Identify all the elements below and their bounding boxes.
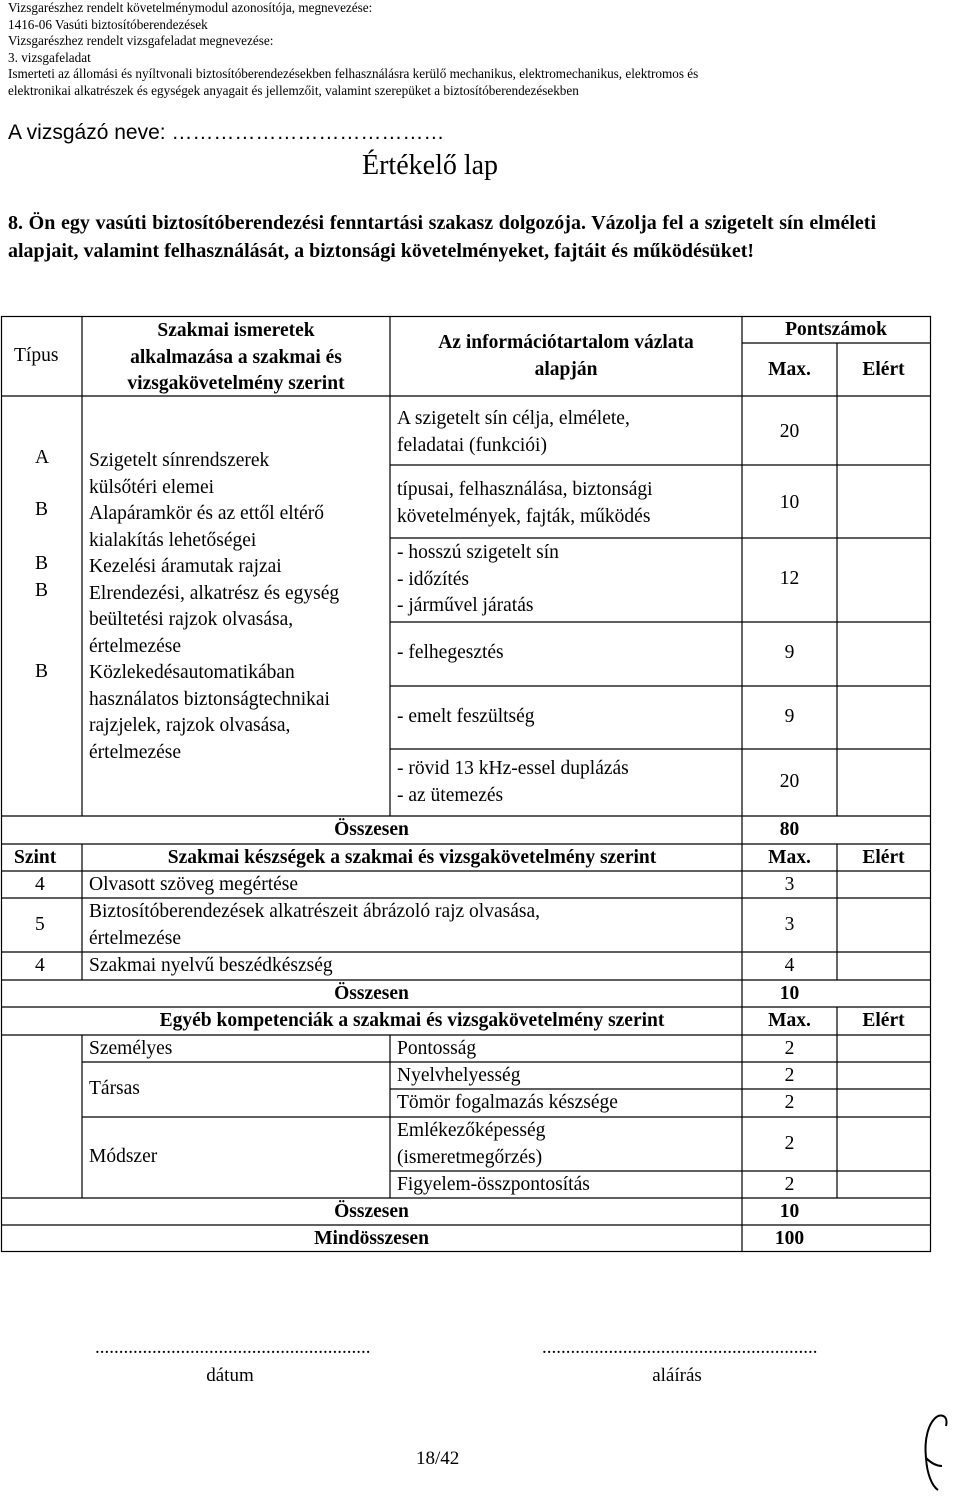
- total-value: 10: [779, 983, 800, 1004]
- competency-line: Emlékezőképesség: [397, 1120, 546, 1141]
- skill-max: 3: [784, 914, 795, 935]
- info-max: 9: [784, 706, 795, 727]
- competency-item: Nyelvhelyesség: [397, 1065, 521, 1086]
- info-line: feladatai (funkciói): [397, 434, 547, 456]
- skill-label: Olvasott szöveg megértése: [89, 874, 299, 895]
- info-max: 10: [779, 492, 800, 513]
- competency-item: [397, 1118, 545, 1171]
- skill-level: 4: [35, 955, 45, 976]
- info-line: - hosszú szigetelt sín: [397, 542, 559, 563]
- competency-line: (ismeretmegőrzés): [397, 1146, 543, 1168]
- info-line: típusai, felhasználása, biztonsági: [397, 479, 653, 500]
- date-dots: ..........................................................: [95, 1337, 371, 1358]
- knowledge-line: Közlekedésautomatikában: [89, 662, 295, 683]
- date-signature-block: [95, 1337, 371, 1387]
- signature-dots: ..........................................................: [542, 1337, 818, 1358]
- task-text: 8. Ön egy vasúti biztosítóberendezési fenntartási szakasz dolgozója. Vázolja fel a szigetelt sín elméleti alapjait, valamint felhasználását, a biztonsági követelményeket, fajtáit és működésüket!: [8, 212, 876, 262]
- skill-label: Szakmai nyelvű beszédkészség: [89, 955, 333, 976]
- type-cell: B: [35, 580, 49, 601]
- knowledge-list: [89, 448, 339, 766]
- knowledge-line: Szigetelt sínrendszerek: [89, 450, 270, 471]
- col-header-info-line: alapján: [534, 358, 598, 380]
- type-cell: B: [35, 553, 49, 574]
- col-header-info-line: Az információtartalom vázlata: [438, 332, 694, 353]
- header-line: Ismerteti az állomási és nyíltvonali biztosítóberendezésekben felhasználásra kerülő mechanikus, elektromechanikus, elektromos és: [8, 66, 699, 82]
- info-row: [397, 704, 535, 731]
- header-line: elektronikai alkatrészek és egységek anyagait és jellemzőit, valamint szerepüket a biztosítóberendezésekben: [8, 82, 579, 98]
- skill-max: 3: [784, 874, 795, 895]
- total-value: 10: [779, 1201, 800, 1222]
- competency-header: Egyéb kompetenciák a szakmai és vizsgakövetelmény szerint: [159, 1010, 665, 1031]
- competency-max: 2: [784, 1065, 795, 1086]
- col-header-info: [396, 330, 736, 383]
- knowledge-line: értelmezése: [89, 741, 182, 763]
- info-line: - időzítés: [397, 568, 470, 590]
- skill-label: [89, 899, 540, 952]
- handwritten-signature: [918, 1412, 958, 1494]
- skill-level: 5: [35, 914, 45, 935]
- info-line: - felhegesztés: [397, 642, 504, 663]
- competency-group: Módszer: [89, 1146, 158, 1167]
- competency-max: 2: [784, 1133, 795, 1154]
- competency-header-max: Max.: [768, 1010, 811, 1031]
- info-row: [397, 640, 504, 667]
- competency-group: Személyes: [89, 1038, 173, 1059]
- type-cell: B: [35, 499, 49, 520]
- type-cell: B: [35, 661, 49, 682]
- col-header-max: Max.: [768, 359, 811, 380]
- signature-label: aláírás: [652, 1365, 702, 1386]
- skill-line: értelmezése: [89, 927, 182, 949]
- col-header-knowledge-line: vizsgakövetelmény szerint: [127, 373, 345, 394]
- col-header-points: Pontszámok: [785, 319, 887, 340]
- skills-header-achieved: Elért: [862, 847, 905, 868]
- total-value: 80: [779, 819, 800, 840]
- skill-max: 4: [784, 955, 795, 976]
- info-row: [397, 477, 653, 530]
- page-header: [8, 0, 698, 100]
- header-line: 3. vizsgafeladat: [8, 49, 91, 65]
- total-label: Összesen: [334, 819, 409, 840]
- type-cell: A: [35, 447, 50, 468]
- info-max: 20: [779, 421, 800, 442]
- total-label: Összesen: [334, 1201, 409, 1222]
- competency-group: Társas: [89, 1078, 140, 1099]
- header-line: Vizsgarészhez rendelt követelménymodul azonosítója, megnevezése:: [8, 0, 373, 15]
- competency-item: Figyelem-összpontosítás: [397, 1174, 590, 1195]
- candidate-name-line: A vizsgázó neve: …………………………………: [8, 121, 445, 144]
- info-row: [397, 406, 630, 459]
- info-line: A szigetelt sín célja, elmélete,: [397, 408, 630, 429]
- info-line: - rövid 13 kHz-essel duplázás: [397, 758, 629, 779]
- info-max: 20: [779, 771, 800, 792]
- info-row: [397, 756, 629, 809]
- signature-block: [542, 1337, 818, 1387]
- grand-total-label: Mindösszesen: [314, 1228, 429, 1249]
- skills-header-level: Szint: [14, 847, 57, 868]
- knowledge-line: beültetési rajzok olvasása,: [89, 609, 294, 630]
- knowledge-line: Alapáramkör és az ettől eltérő: [89, 503, 324, 524]
- knowledge-line: kialakítás lehetőségei: [89, 529, 257, 551]
- skills-header: Szakmai készségek a szakmai és vizsgakövetelmény szerint: [167, 847, 657, 868]
- competency-header-achieved: Elért: [862, 1010, 905, 1031]
- info-line: - az ütemezés: [397, 784, 504, 806]
- info-max: 12: [779, 568, 800, 589]
- header-line: 1416-06 Vasúti biztosítóberendezések: [8, 16, 208, 32]
- competency-max: 2: [784, 1092, 795, 1113]
- competency-item: Tömör fogalmazás készsége: [397, 1092, 618, 1113]
- skills-header-max: Max.: [768, 847, 811, 868]
- competency-item: Pontosság: [397, 1038, 477, 1059]
- info-row: [397, 540, 559, 620]
- skill-level: 4: [35, 874, 45, 895]
- col-header-knowledge-line: alkalmazása a szakmai és: [130, 346, 342, 368]
- info-line: - emelt feszültség: [397, 706, 535, 727]
- info-line: - járművel járatás: [397, 595, 534, 616]
- page-title: Értékelő lap: [362, 150, 499, 181]
- knowledge-line: külsőtéri elemei: [89, 476, 215, 498]
- page-number: 18/42: [416, 1448, 460, 1469]
- col-header-type: Típus: [14, 345, 59, 366]
- total-label: Összesen: [334, 983, 409, 1004]
- knowledge-line: Elrendezési, alkatrész és egység: [89, 582, 340, 604]
- header-line: Vizsgarészhez rendelt vizsgafeladat megnevezése:: [8, 33, 274, 49]
- date-label: dátum: [206, 1365, 254, 1386]
- knowledge-line: értelmezése: [89, 635, 182, 657]
- competency-max: 2: [784, 1038, 795, 1059]
- info-max: 9: [784, 642, 795, 663]
- competency-max: 2: [784, 1174, 795, 1195]
- info-line: követelmények, fajták, működés: [397, 505, 651, 527]
- col-header-achieved: Elért: [862, 359, 905, 380]
- grand-total-value: 100: [774, 1228, 805, 1249]
- knowledge-line: Kezelési áramutak rajzai: [89, 556, 282, 577]
- skill-line: Biztosítóberendezések alkatrészeit ábrázoló rajz olvasása,: [89, 901, 540, 922]
- knowledge-line: rajzjelek, rajzok olvasása,: [89, 715, 291, 736]
- col-header-knowledge: [90, 318, 382, 398]
- col-header-knowledge-line: Szakmai ismeretek: [157, 320, 315, 341]
- knowledge-line: használatos biztonságtechnikai: [89, 688, 330, 710]
